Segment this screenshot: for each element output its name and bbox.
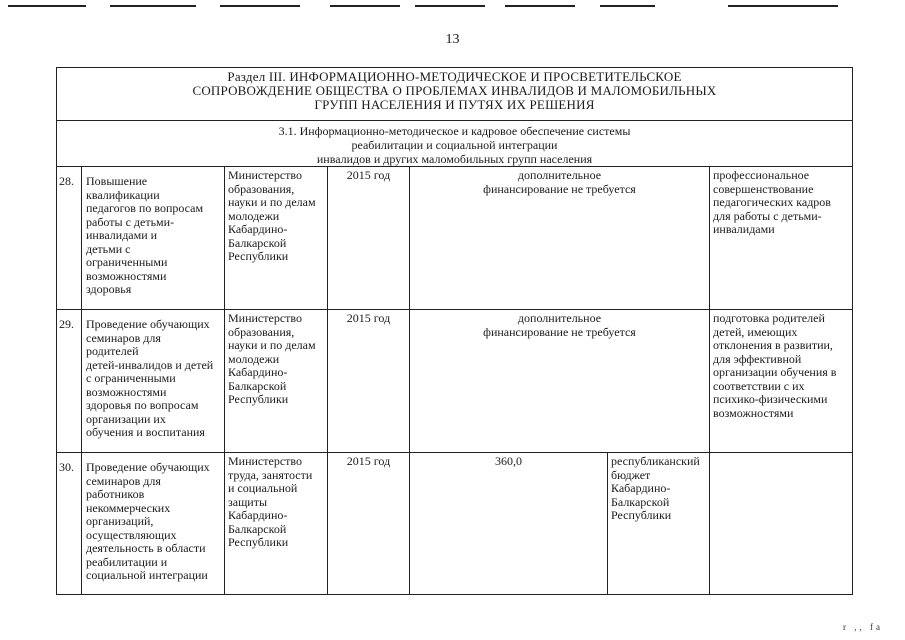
text-line: инвалидами <box>713 222 775 236</box>
section-title-line: ГРУПП НАСЕЛЕНИЯ И ПУТЯХ ИХ РЕШЕНИЯ <box>314 97 595 112</box>
text-line: отклонения в развитии, <box>713 338 833 352</box>
scan-marks: r ,, fa <box>843 622 883 632</box>
measures-table <box>56 67 853 595</box>
text-line: обучения и воспитания <box>86 425 205 439</box>
row-number: 29. <box>57 310 82 452</box>
deadline-year: 2015 год <box>328 310 410 452</box>
financing-source <box>608 453 710 594</box>
text-line: психико-физическими <box>713 392 828 406</box>
text-line: семинаров для <box>86 473 161 488</box>
text-line: Кабардино- <box>228 508 288 522</box>
subsection-title-line: 3.1. Информационно-методическое и кадровое обеспечение системы <box>278 124 631 138</box>
text-line: финансирование не требуется <box>483 324 636 339</box>
text-line: Министерство <box>228 168 302 182</box>
deadline-year: 2015 год <box>328 453 410 594</box>
text-line: дополнительное <box>517 168 602 182</box>
text-line: инвалидами и <box>86 228 158 242</box>
text-line: образования, <box>228 181 295 196</box>
section-title-line: СОПРОВОЖДЕНИЕ ОБЩЕСТВА О ПРОБЛЕМАХ ИНВАЛИДОВ И МАЛОМОБИЛЬНЫХ <box>192 83 717 98</box>
text-line: педагогов по вопросам <box>86 201 204 215</box>
executor <box>225 453 328 594</box>
expected-result <box>710 310 852 452</box>
text-line: науки и по делам <box>228 195 316 209</box>
subsection-title <box>57 121 852 167</box>
financing <box>410 167 710 309</box>
text-line: Балкарской <box>228 235 287 250</box>
text-line: республиканский <box>611 454 700 468</box>
text-line: дополнительное <box>517 311 602 325</box>
text-line: работников <box>86 487 145 501</box>
section-title-line: Раздел III. ИНФОРМАЦИОННО-МЕТОДИЧЕСКОЕ И ПРОСВЕТИТЕЛЬСКОЕ <box>227 69 682 84</box>
text-line: труда, занятости <box>228 467 313 482</box>
text-line: детей, имеющих <box>713 324 798 339</box>
table-row <box>57 167 852 310</box>
text-line: для работы с детьми- <box>713 208 822 223</box>
expected-result <box>710 453 852 594</box>
text-line: организации обучения в <box>713 365 837 379</box>
text-line: Республики <box>228 392 289 406</box>
executor <box>225 310 328 452</box>
top-dash-line <box>0 5 905 9</box>
text-line: Республики <box>228 535 289 549</box>
executor <box>225 167 328 309</box>
text-line: квалификации <box>86 187 160 202</box>
text-line: соответствии с их <box>713 378 805 393</box>
deadline-year: 2015 год <box>328 167 410 309</box>
text-line: с ограниченными <box>86 371 176 385</box>
text-line: Республики <box>228 249 289 263</box>
text-line: реабилитации и <box>86 554 168 569</box>
text-line: Министерство <box>228 454 302 468</box>
expected-result <box>710 167 852 309</box>
row-number: 28. <box>57 167 82 309</box>
row-number: 30. <box>57 453 82 594</box>
page-number: 13 <box>445 32 460 47</box>
text-line: совершенствование <box>713 181 814 196</box>
measure-name <box>82 310 225 452</box>
financing-amount: 360,0 <box>410 453 608 594</box>
text-line: здоровья по вопросам <box>86 398 199 412</box>
text-line: Кабардино- <box>611 481 671 495</box>
table-row <box>57 453 852 594</box>
text-line: некоммерческих <box>86 500 171 515</box>
text-line: работы с детьми- <box>86 214 175 229</box>
text-line: молодежи <box>228 208 280 223</box>
text-line: Балкарской <box>611 494 670 509</box>
text-line: организаций, <box>86 514 154 528</box>
text-line: организации их <box>86 411 166 426</box>
text-line: и социальной <box>228 481 298 495</box>
text-line: финансирование не требуется <box>483 181 636 196</box>
text-line: бюджет <box>611 467 651 482</box>
text-line: ограниченными <box>86 255 168 269</box>
text-line: детьми с <box>86 241 131 256</box>
table-row <box>57 310 852 453</box>
text-line: защиты <box>228 494 268 509</box>
text-line: возможностями <box>713 405 794 420</box>
text-line: Балкарской <box>228 521 287 536</box>
text-line: возможностями <box>86 384 167 399</box>
measure-name <box>82 453 225 594</box>
text-line: молодежи <box>228 351 280 366</box>
text-line: образования, <box>228 324 295 339</box>
text-line: здоровья <box>86 282 132 296</box>
text-line: Балкарской <box>228 378 287 393</box>
text-line: подготовка родителей <box>713 311 825 325</box>
text-line: социальной интеграции <box>86 568 208 582</box>
text-line: Повышение <box>86 174 148 188</box>
text-line: педагогических кадров <box>713 195 831 209</box>
text-line: детей-инвалидов и детей <box>86 357 214 372</box>
subsection-title-line: реабилитации и социальной интеграции <box>351 138 558 152</box>
text-line: деятельность в области <box>86 541 206 555</box>
text-line: Министерство <box>228 311 302 325</box>
measure-name <box>82 167 225 309</box>
text-line: возможностями <box>86 268 167 283</box>
text-line: для эффективной <box>713 351 802 366</box>
text-line: профессиональное <box>713 168 810 182</box>
text-line: Кабардино- <box>228 222 288 236</box>
section-title <box>57 68 852 121</box>
financing <box>410 310 710 452</box>
subsection-title-line: инвалидов и других маломобильных групп населения <box>316 152 593 166</box>
text-line: семинаров для <box>86 330 161 345</box>
text-line: науки и по делам <box>228 338 316 352</box>
text-line: Проведение обучающих <box>86 317 210 331</box>
text-line: Проведение обучающих <box>86 460 210 474</box>
text-line: Республики <box>611 508 672 522</box>
text-line: Кабардино- <box>228 365 288 379</box>
text-line: родителей <box>86 344 139 358</box>
text-line: осуществляющих <box>86 527 177 542</box>
